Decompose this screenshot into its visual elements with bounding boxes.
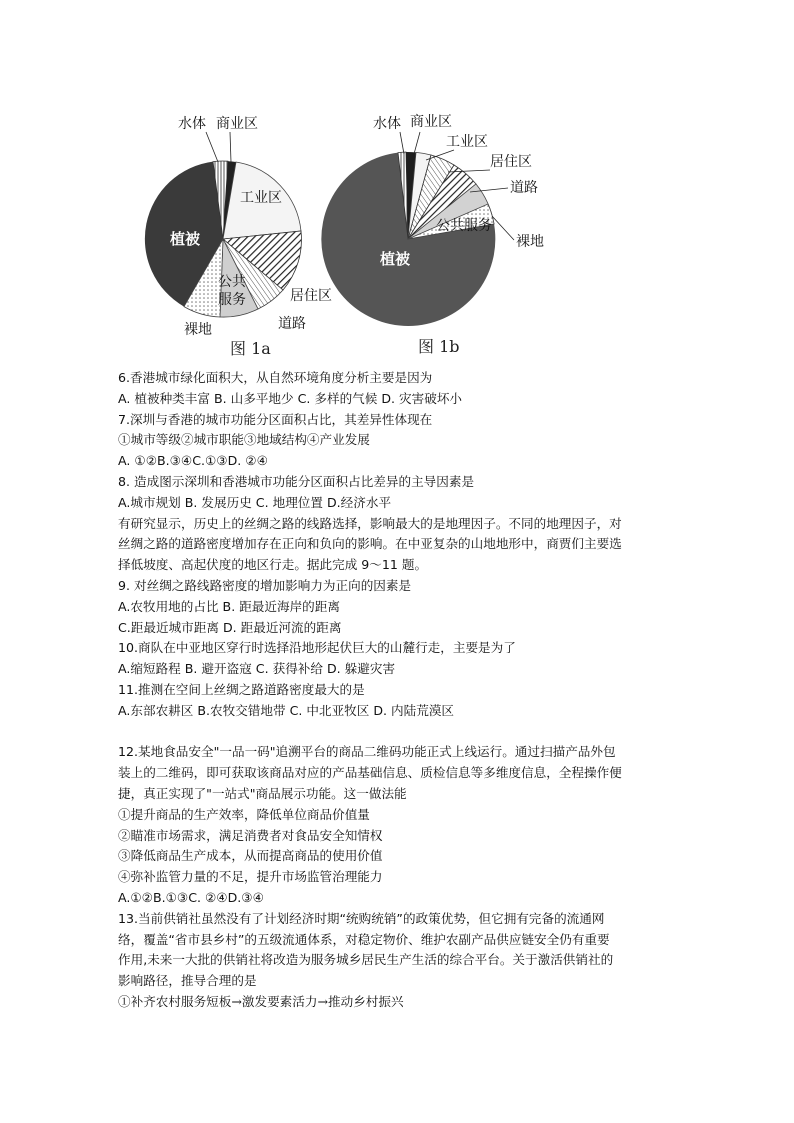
text-line: 装上的二维码，即可获取该商品对应的产品基础信息、质检信息等多维度信息，全程操作便 xyxy=(118,765,622,781)
question-text xyxy=(118,368,688,1013)
text-line: 作用,未来一大批的供销社将改造为服务城乡居民生产生活的综合平台。关于激活供销社的 xyxy=(118,952,614,968)
text-line: 11.推测在空间上丝绸之路道路密度最大的是 xyxy=(118,681,365,697)
text-line: ①提升商品的生产效率，降低单位商品价值量 xyxy=(118,806,370,822)
label-public-service-1a-1: 公共 xyxy=(218,274,246,290)
text-line: A. ①②B.③④C.①③D. ②④ xyxy=(118,453,268,469)
label-road-1a: 道路 xyxy=(278,316,306,332)
label-water-1b: 水体 xyxy=(373,116,401,132)
label-public-service-1a-2: 服务 xyxy=(218,292,246,308)
blank-line xyxy=(118,722,688,743)
label-water-1a: 水体 xyxy=(178,116,206,132)
pie-1b xyxy=(321,114,544,356)
text-line: A.东部农耕区 B.农牧交错地带 C. 中北亚牧区 D. 内陆荒漠区 xyxy=(118,702,455,718)
text-line: 络，覆盖“省市县乡村”的五级流通体系，对稳定物价、维护农副产品供应链安全仍有重要 xyxy=(118,931,610,947)
text-line: ①补齐农村服务短板→激发要素活力→推动乡村振兴 xyxy=(118,993,404,1009)
text-line: 10.商队在中亚地区穿行时选择沿地形起伏巨大的山麓行走，主要是为了 xyxy=(118,640,516,656)
text-line: 影响路径，推导合理的是 xyxy=(118,973,257,989)
text-line: A.缩短路程 B. 避开盗寇 C. 获得补给 D. 躲避灾害 xyxy=(118,661,396,677)
label-residential-1a: 居住区 xyxy=(290,288,332,304)
text-line: 捷，真正实现了"一站式"商品展示功能。这一做法能 xyxy=(118,785,407,801)
text-line: ①城市等级②城市职能③地域结构④产业发展 xyxy=(118,432,370,448)
text-line: 13.当前供销社虽然没有了计划经济时期“统购统销”的政策优势，但它拥有完备的流通网 xyxy=(118,910,605,926)
text-line: 丝绸之路的道路密度增加存在正向和负向的影响。在中亚复杂的山地地形中，商贾们主要选 xyxy=(118,536,622,552)
label-vegetation-1b: 植被 xyxy=(380,250,411,268)
text-line: C.距最近城市距离 D. 距最近河流的距离 xyxy=(118,619,342,635)
text-line: 有研究显示，历史上的丝绸之路的线路选择，影响最大的是地理因子。不同的地理因子，对 xyxy=(118,515,622,531)
label-commercial-1a: 商业区 xyxy=(216,116,258,132)
label-industrial-1a: 工业区 xyxy=(240,190,282,206)
text-line: 12.某地食品安全"一品一码"追溯平台的商品二维码功能正式上线运行。通过扫描产品外包 xyxy=(118,744,616,760)
label-bare-land-1a: 裸地 xyxy=(184,322,212,338)
text-line: 9. 对丝绸之路线路密度的增加影响力为正向的因素是 xyxy=(118,577,412,593)
text-line: A.①②B.①③C. ②④D.③④ xyxy=(118,889,264,905)
text-line: 7.深圳与香港的城市功能分区面积占比，其差异性体现在 xyxy=(118,411,433,427)
label-road-1b: 道路 xyxy=(510,180,538,196)
label-residential-1b: 居住区 xyxy=(490,154,532,170)
text-line: 择低坡度、高起伏度的地区行走。据此完成 9～11 题。 xyxy=(118,557,428,573)
label-vegetation-1a: 植被 xyxy=(170,230,201,248)
text-line: A. 植被种类丰富 B. 山多平地少 C. 多样的气候 D. 灾害破坏小 xyxy=(118,390,463,406)
text-line: 6.香港城市绿化面积大，从自然环境角度分析主要是因为 xyxy=(118,370,433,385)
label-industrial-1b: 工业区 xyxy=(446,134,488,150)
pie-charts-figure xyxy=(118,104,558,358)
text-line: 8. 造成图示深圳和香港城市功能分区面积占比差异的主导因素是 xyxy=(118,473,475,489)
label-public-service-1b: 公共服务 xyxy=(436,218,492,234)
label-commercial-1b: 商业区 xyxy=(410,114,452,130)
text-line: A.农牧用地的占比 B. 距最近海岸的距离 xyxy=(118,598,340,614)
text-line: ④弥补监管力量的不足，提升市场监管治理能力 xyxy=(118,869,383,885)
text-line: ②瞄准市场需求，满足消费者对食品安全知情权 xyxy=(118,827,383,843)
text-line: ③降低商品生产成本，从而提高商品的使用价值 xyxy=(118,848,383,864)
label-bare-land-1b: 裸地 xyxy=(516,234,544,250)
text-line: A.城市规划 B. 发展历史 C. 地理位置 D.经济水平 xyxy=(118,494,392,510)
caption-1a: 图 1a xyxy=(230,339,271,358)
caption-1b: 图 1b xyxy=(418,337,460,356)
pie-1a xyxy=(145,115,332,358)
